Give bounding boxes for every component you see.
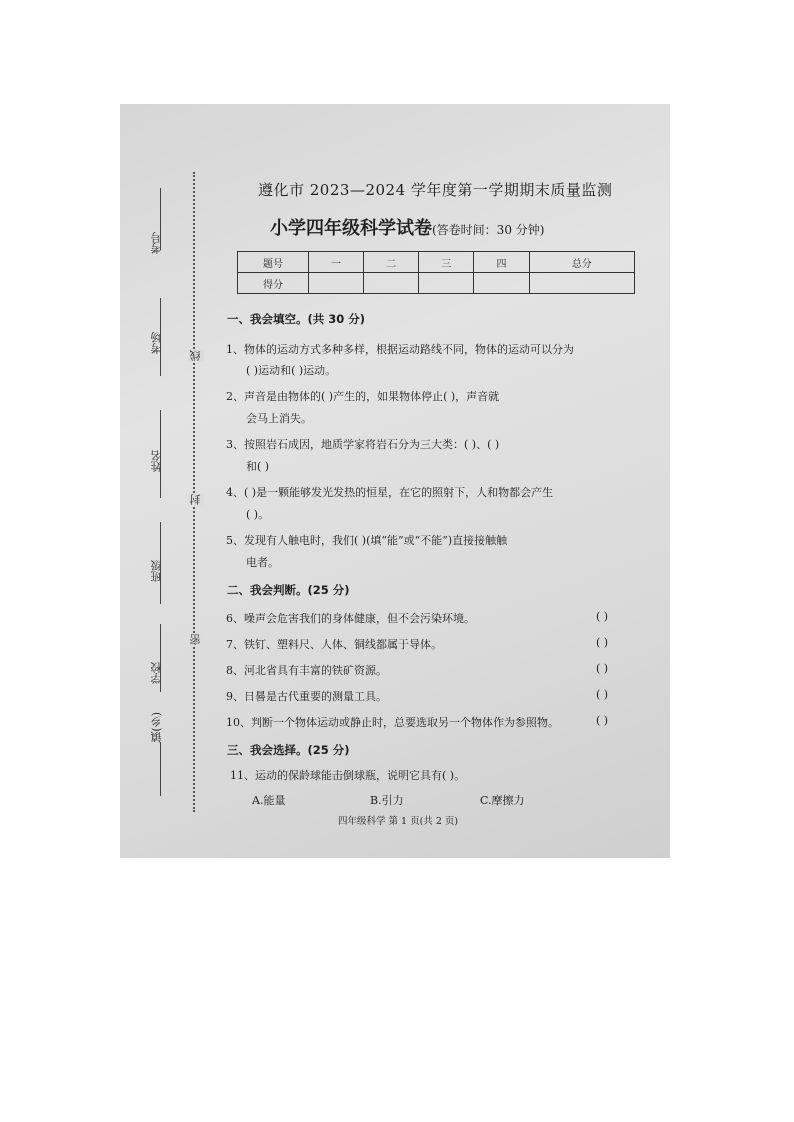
seal-seal-char: 封 (189, 494, 202, 505)
score-cell[interactable] (529, 273, 634, 294)
q4-line1: 4、( )是一颗能够发光发热的恒星，在它的照射下，人和物都会产生 (226, 486, 554, 499)
q5-line2: 电者。 (246, 556, 279, 569)
paper-title (270, 214, 544, 240)
time-note: (答卷时间：30 分钟) (432, 223, 545, 237)
judge-q8: 8、河北省具有丰富的铁矿资源。 (226, 664, 387, 677)
score-table-score-row (238, 273, 635, 294)
q4-line2: ( )。 (246, 508, 270, 521)
judge-q10: 10、判断一个物体运动或静止时，总要选取另一个物体作为参照物。 (226, 716, 559, 729)
q3-line1: 3、按照岩石成因，地质学家将岩石分为三大类：( )、( ) (226, 438, 500, 451)
table-cell: 题号 (238, 252, 309, 273)
q2-line2: 会马上消失。 (246, 412, 312, 425)
score-table (237, 251, 635, 294)
q11-option-b[interactable]: B.引力 (370, 794, 404, 807)
page-footer: 四年级科学 第 1 页(共 2 页) (338, 816, 459, 827)
table-cell: 二 (364, 252, 419, 273)
table-cell: 四 (474, 252, 529, 273)
table-cell: 一 (309, 252, 364, 273)
paper-subtitle: 小学四年级科学试卷 (270, 218, 432, 239)
name-label: 姓名 (150, 450, 163, 472)
score-table-header-row (238, 252, 635, 273)
q3-line2: 和( ) (246, 460, 270, 473)
exam-no-line (160, 188, 161, 250)
q5-line1: 5、发现有人触电时，我们( )(填“能”或“不能”)直接接触触 (226, 534, 508, 547)
town-label: 镇(乡) (150, 712, 163, 743)
judge-q9: 9、日晷是古代重要的测量工具。 (226, 690, 387, 703)
seal-close-char: 密 (189, 634, 202, 645)
score-cell[interactable] (309, 273, 364, 294)
score-cell[interactable] (364, 273, 419, 294)
score-cell[interactable] (474, 273, 529, 294)
judge-q6-answer[interactable]: ( ) (596, 610, 609, 623)
table-cell: 三 (419, 252, 474, 273)
binding-dotted-line (193, 172, 195, 812)
seal-line-char: 线 (189, 350, 202, 361)
exam-room-label: 考场 (150, 332, 163, 354)
q11-option-a[interactable]: A.能量 (252, 794, 286, 807)
exam-no-label: 考号 (150, 232, 163, 254)
judge-q8-answer[interactable]: ( ) (596, 662, 609, 675)
q1-line2: ( )运动和( )运动。 (246, 364, 337, 377)
table-cell: 总分 (529, 252, 634, 273)
name-line (160, 410, 161, 498)
q11-text: 11、运动的保龄球能击倒球瓶，说明它具有( )。 (230, 769, 466, 782)
section1-heading: 一、我会填空。(共 30 分) (227, 312, 366, 326)
judge-q10-answer[interactable]: ( ) (596, 714, 609, 727)
school-label: 学校 (150, 662, 163, 684)
school-line (160, 624, 161, 692)
judge-q6: 6、噪声会危害我们的身体健康，但不会污染环境。 (226, 612, 475, 625)
score-cell[interactable] (419, 273, 474, 294)
town-line (160, 742, 161, 796)
table-cell: 得分 (238, 273, 309, 294)
q2-line1: 2、声音是由物体的( )产生的，如果物体停止( )，声音就 (226, 390, 500, 403)
class-line (160, 522, 161, 604)
q1-line1: 1、物体的运动方式多种多样，根据运动路线不同，物体的运动可以分为 (226, 343, 574, 356)
exam-title: 遵化市 2023—2024 学年度第一学期期末质量监测 (258, 181, 613, 199)
judge-q7-answer[interactable]: ( ) (596, 636, 609, 649)
class-label: 班级 (150, 560, 163, 582)
exam-room-line (160, 298, 161, 376)
section2-heading: 二、我会判断。(25 分) (227, 583, 350, 597)
judge-q7: 7、铁钉、塑料尺、人体、铜线都属于导体。 (226, 638, 442, 651)
judge-q9-answer[interactable]: ( ) (596, 688, 609, 701)
section3-heading: 三、我会选择。(25 分) (227, 743, 350, 757)
q11-option-c[interactable]: C.摩擦力 (480, 794, 525, 807)
